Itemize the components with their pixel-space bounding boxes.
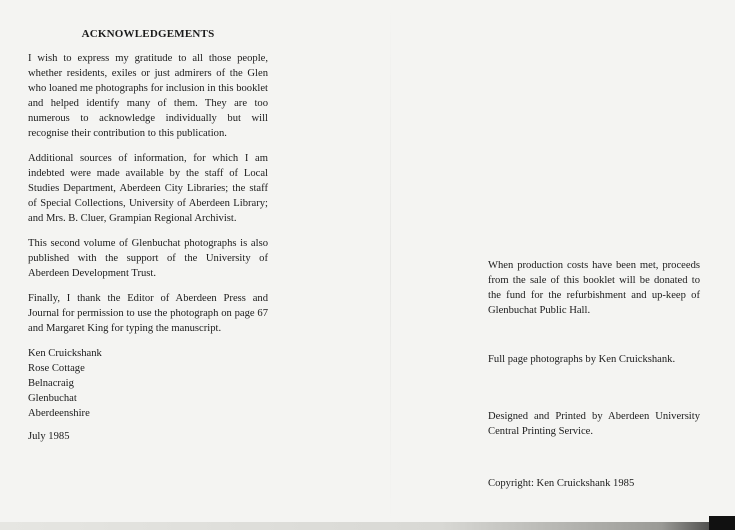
photographs-credit-text: Full page photographs by Ken Cruickshank.: [488, 354, 676, 365]
support-paragraph: This second volume of Glenbuchat photographs is also published with the support of the University of Aberdeen Development Trust.: [28, 238, 268, 279]
photographs-credit: [488, 352, 700, 367]
address-line: Belnacraig: [28, 378, 74, 389]
address-line: Glenbuchat: [28, 393, 77, 404]
publication-date: July 1985: [28, 431, 70, 442]
production-note-text: When production costs have been met, proceeds from the sale of this booklet will be donated to the fund for the refurbishment and up-keep of Glenbuchat Public Hall.: [488, 260, 700, 316]
scan-corner-shadow: [709, 516, 735, 530]
printing-credit-text: Designed and Printed by Aberdeen University Central Printing Service.: [488, 411, 700, 437]
sources-paragraph: Additional sources of information, for which I am indebted were made available by the staff of Local Studies Department, Aberdeen City Libraries; the staff of Special Collections, University of Aberdeen Library; and Mrs. B. Cluer, Grampian Regional Archivist.: [28, 153, 268, 224]
address-line: Aberdeenshire: [28, 408, 90, 419]
scan-bottom-edge: [0, 522, 735, 530]
acknowledgements-section: [28, 28, 268, 444]
page-fold: [390, 0, 391, 530]
address-line: Ken Cruickshank: [28, 348, 102, 359]
address-line: Rose Cottage: [28, 363, 85, 374]
section-title: ACKNOWLEDGEMENTS: [81, 28, 215, 40]
production-note: [488, 258, 700, 318]
copyright-text: Copyright: Ken Cruickshank 1985: [488, 478, 635, 489]
copyright-notice: [488, 476, 700, 491]
author-address: [28, 346, 268, 421]
editor-thanks-paragraph: Finally, I thank the Editor of Aberdeen Press and Journal for permission to use the photograph on page 67 and Margaret King for typing the manuscript.: [28, 293, 268, 334]
gratitude-paragraph: I wish to express my gratitude to all those people, whether residents, exiles or just admirers of the Glen who loaned me photographs for inclusion in this booklet and helped identify many of them. They are too numerous to acknowledge individually but will recognise their contribution to this publication.: [28, 53, 268, 139]
printing-credit: [488, 409, 700, 439]
